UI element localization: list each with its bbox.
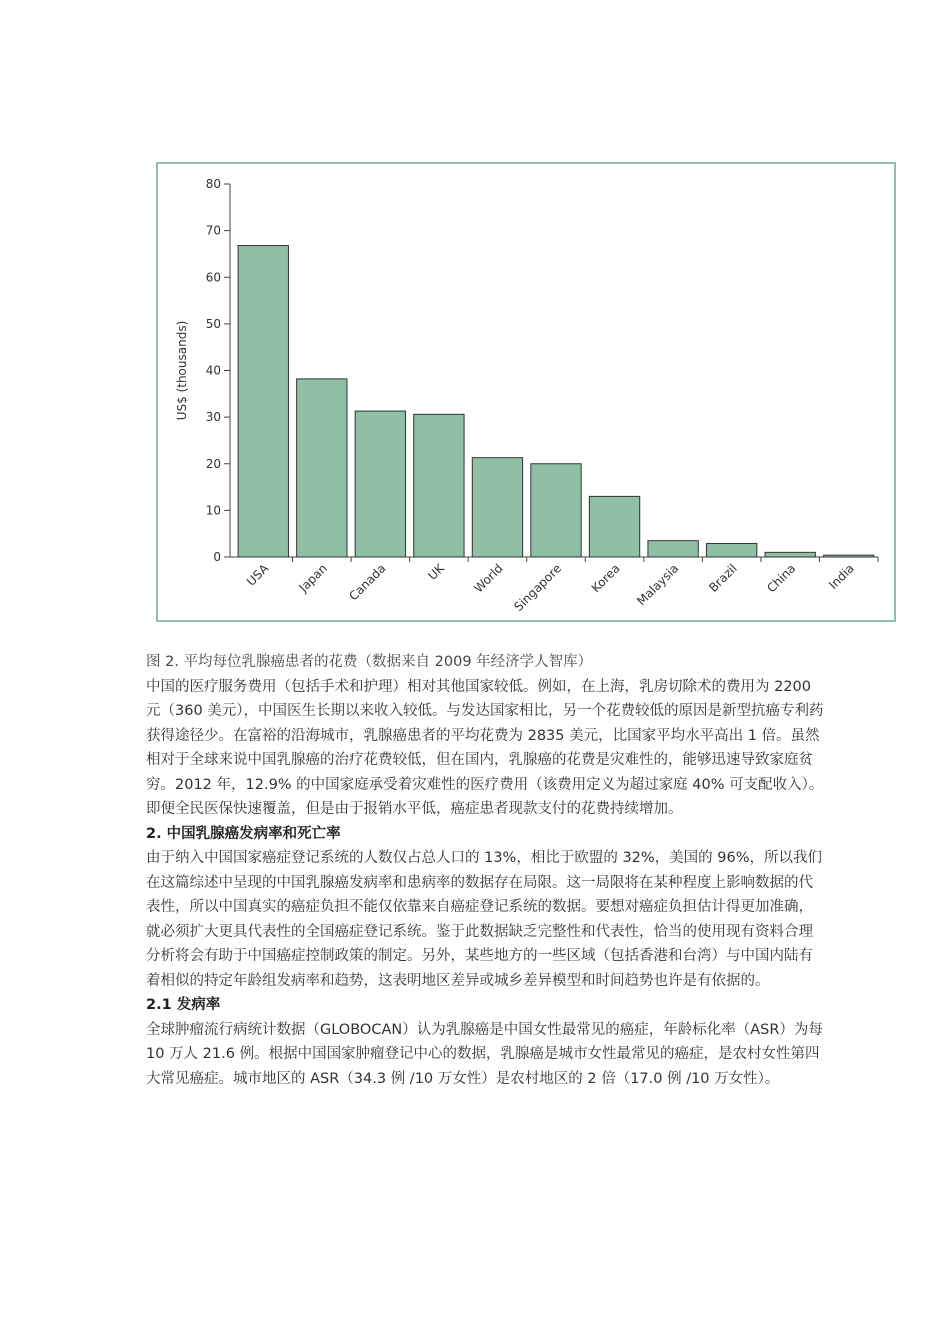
y-axis-label: US$ (thousands) xyxy=(175,320,189,421)
bar-brazil xyxy=(706,543,756,557)
x-tick-label: Brazil xyxy=(706,561,740,595)
x-tick-label: Malaysia xyxy=(634,561,682,609)
bar-singapore xyxy=(531,464,581,557)
x-tick-label: Singapore xyxy=(511,561,565,614)
x-tick-label: Canada xyxy=(346,561,389,604)
section-heading-2-1: 2.1 发病率 xyxy=(146,997,221,1013)
bar-india xyxy=(824,555,874,557)
bar-korea xyxy=(589,496,639,557)
paragraph-incidence: 全球肿瘤流行病统计数据（GLOBOCAN）认为乳腺癌是中国女性最常见的癌症，年龄标化率（ASR）为每 10 万人 21.6 例。根据中国国家肿瘤登记中心的数据，乳腺癌是城市女性最常见的癌症，是农村女性第四大常见癌症。城市地区的 ASR（34.3 例 /10 万女性）是农村地区的 2 倍（17.0 例 /10 万女性）。 xyxy=(146,1021,823,1087)
y-tick-label: 60 xyxy=(205,270,221,285)
x-tick-label: USA xyxy=(243,561,272,589)
bar-uk xyxy=(414,414,464,557)
y-tick-label: 50 xyxy=(205,316,221,331)
y-tick-label: 40 xyxy=(205,363,221,378)
x-tick-label: China xyxy=(764,561,799,596)
section-heading-2: 2. 中国乳腺癌发病率和死亡率 xyxy=(146,825,341,842)
x-tick-label: Japan xyxy=(296,561,330,595)
x-tick-label: UK xyxy=(425,561,448,583)
y-tick-label: 80 xyxy=(205,177,221,191)
bar-usa xyxy=(238,246,288,557)
bar-canada xyxy=(355,411,405,557)
bar-china xyxy=(765,552,815,557)
bar-chart xyxy=(158,164,894,620)
bar-japan xyxy=(297,379,347,557)
x-tick-label: Korea xyxy=(588,561,623,596)
figure-caption: 图 2. 平均每位乳腺癌患者的花费（数据来自 2009 年经济学人智库） xyxy=(146,654,593,670)
bar-malaysia xyxy=(648,541,698,557)
y-tick-label: 20 xyxy=(205,456,221,471)
document-body xyxy=(146,650,826,1091)
y-tick-label: 30 xyxy=(205,410,221,425)
x-tick-label: World xyxy=(471,561,506,596)
chart-frame xyxy=(156,162,896,622)
x-tick-label: India xyxy=(826,561,857,592)
paragraph-data-limitations: 由于纳入中国国家癌症登记系统的人数仅占总人口的 13%，相比于欧盟的 32%，美国的 96%，所以我们在这篇综述中呈现的中国乳腺癌发病率和患病率的数据存在局限。这一局限将在某种程度上影响数据的代表性，所以中国真实的癌症负担不能仅依靠来自癌症登记系统的数据。要想对癌症负担估计得更加准确，就必须扩大更具代表性的全国癌症登记系统。鉴于此数据缺乏完整性和代表性，恰当的使用现有资料合理分析将会有助于中国癌症控制政策的制定。另外，某些地方的一些区域（包括香港和台湾）与中国内陆有着相似的特定年龄组发病率和趋势，这表明地区差异或城乡差异模型和时间趋势也许是有依据的。 xyxy=(146,850,823,989)
paragraph-cost: 中国的医疗服务费用（包括手术和护理）相对其他国家较低。例如，在上海，乳房切除术的费用为 2200 元（360 美元），中国医生长期以来收入较低。与发达国家相比，另一个花费较低的原因是新型抗癌专利药获得途径少。在富裕的沿海城市，乳腺癌患者的平均花费为 2835 美元，比国家平均水平高出 1 倍。虽然相对于全球来说中国乳腺癌的治疗花费较低，但在国内，乳腺癌的花费是灾难性的，能够迅速导致家庭贫穷。2012 年，12.9% 的中国家庭承受着灾难性的医疗费用（该费用定义为超过家庭 40% 可支配收入）。即便全民医保快速覆盖，但是由于报销水平低，癌症患者现款支付的花费持续增加。 xyxy=(146,678,824,817)
y-tick-label: 70 xyxy=(205,223,221,238)
y-tick-label: 10 xyxy=(205,503,221,518)
y-tick-label: 0 xyxy=(213,550,221,564)
bar-world xyxy=(472,458,522,557)
